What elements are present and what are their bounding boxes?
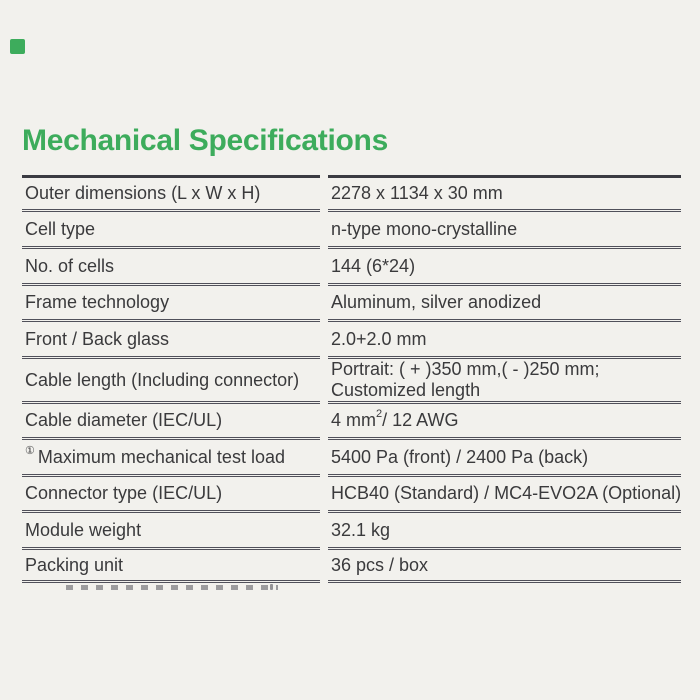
spec-value (328, 359, 681, 404)
column-gap (320, 286, 328, 322)
spec-value: Aluminum, silver anodized (328, 286, 681, 322)
table-row (22, 513, 681, 550)
table-row (22, 249, 681, 286)
spec-label: Module weight (22, 513, 320, 550)
clipped-row-remnant (66, 585, 278, 590)
spec-label: Outer dimensions (L x W x H) (22, 175, 320, 212)
column-gap (320, 249, 328, 286)
column-gap (320, 359, 328, 404)
spec-value: n-type mono-crystalline (328, 212, 681, 249)
table-row (22, 404, 681, 440)
spec-value (328, 404, 681, 440)
column-gap (320, 404, 328, 440)
table-row (22, 212, 681, 249)
spec-value: HCB40 (Standard) / MC4-EVO2A (Optional) (328, 477, 681, 513)
mechanical-specifications-table (22, 175, 681, 583)
spec-value-line1: Portrait: ( + )350 mm,( - )250 mm; (331, 359, 600, 379)
table-row (22, 175, 681, 212)
spec-label: Frame technology (22, 286, 320, 322)
spec-value: 36 pcs / box (328, 550, 681, 583)
column-gap (320, 212, 328, 249)
column-gap (320, 322, 328, 359)
corner-accent-square (10, 39, 25, 54)
spec-value: 5400 Pa (front) / 2400 Pa (back) (328, 440, 681, 477)
spec-label (22, 440, 320, 477)
column-gap (320, 550, 328, 583)
page-title: Mechanical Specifications (22, 124, 388, 157)
table-row (22, 550, 681, 583)
spec-value: 32.1 kg (328, 513, 681, 550)
table-row (22, 322, 681, 359)
clipped-row-remnant-tick (270, 584, 273, 590)
spec-value-text: 4 mm (331, 410, 376, 430)
spec-label: Connector type (IEC/UL) (22, 477, 320, 513)
spec-label: No. of cells (22, 249, 320, 286)
column-gap (320, 175, 328, 212)
table-row (22, 440, 681, 477)
table-row (22, 477, 681, 513)
spec-label: Cable length (Including connector) (22, 359, 320, 404)
spec-label: Cable diameter (IEC/UL) (22, 404, 320, 440)
spec-value-text: / 12 AWG (382, 410, 459, 430)
spec-label: Packing unit (22, 550, 320, 583)
superscript-2: 2 (376, 408, 383, 420)
table-row (22, 286, 681, 322)
column-gap (320, 477, 328, 513)
spec-value: 144 (6*24) (328, 249, 681, 286)
spec-label-text: Maximum mechanical test load (37, 446, 285, 467)
spec-value: 2278 x 1134 x 30 mm (328, 175, 681, 212)
spec-value: 2.0+2.0 mm (328, 322, 681, 359)
footnote-marker: ① (25, 444, 35, 457)
table-row (22, 359, 681, 404)
column-gap (320, 440, 328, 477)
spec-label: Cell type (22, 212, 320, 249)
column-gap (320, 513, 328, 550)
spec-value-line2: Customized length (331, 380, 481, 400)
spec-label: Front / Back glass (22, 322, 320, 359)
